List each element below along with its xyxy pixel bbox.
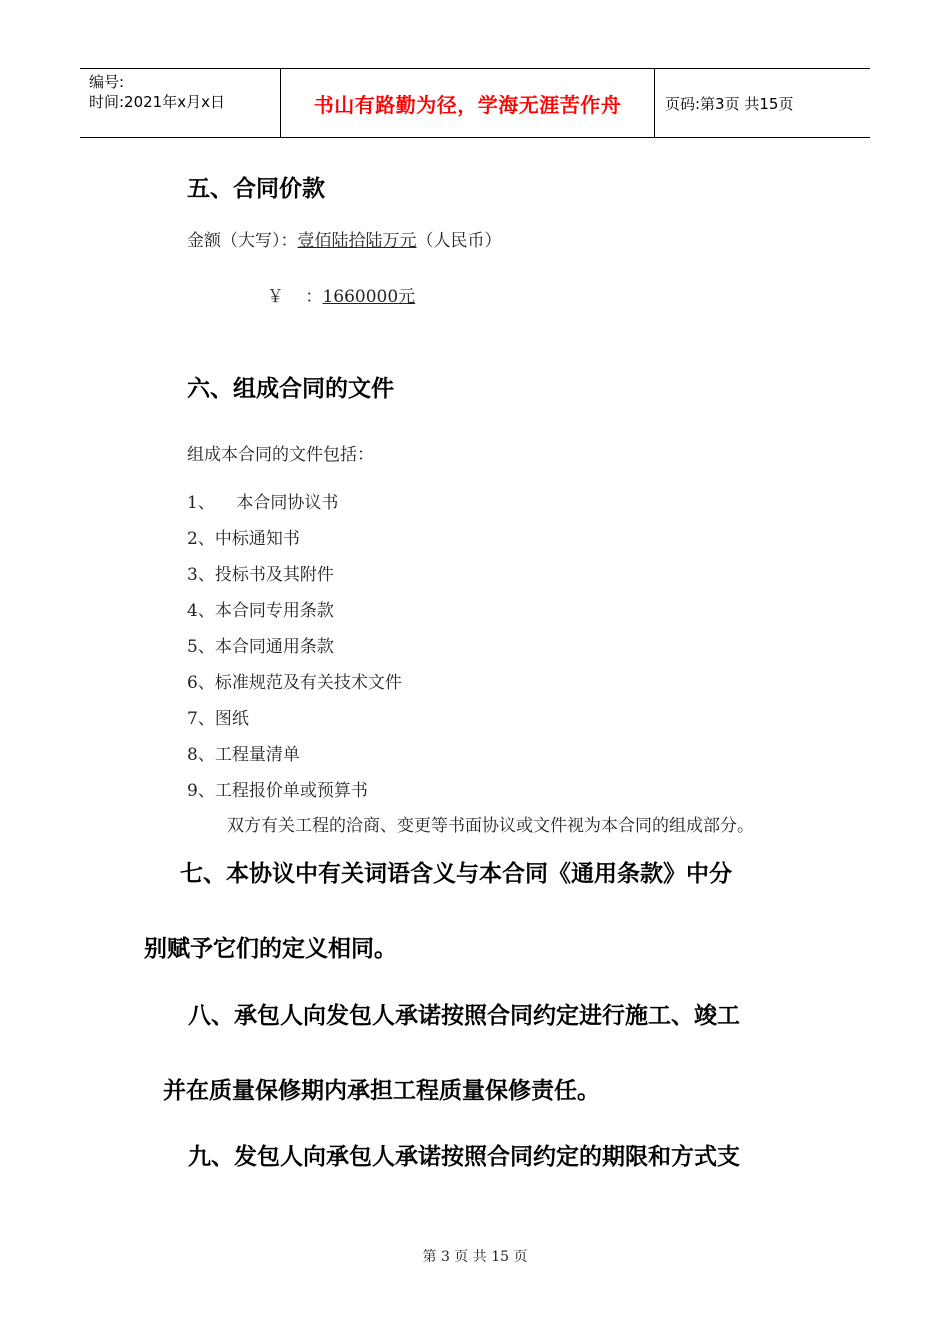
amount-label: 金额（大写）： [187, 231, 298, 251]
list-item: 2、中标通知书 [187, 529, 300, 549]
yen-label: ￥ ： [266, 287, 323, 307]
page-header [80, 68, 870, 138]
amount-number: 1660000 [322, 287, 399, 307]
section6-title: 六、组成合同的文件 [187, 376, 394, 402]
list-item: 9、工程报价单或预算书 [187, 781, 368, 801]
section5-title: 五、合同价款 [187, 176, 325, 202]
doc-time-label: 时间:2021年x月x日 [89, 93, 225, 111]
section6-note: 双方有关工程的洽商、变更等书面协议或文件视为本合同的组成部分。 [227, 816, 754, 836]
list-item: 5、本合同通用条款 [187, 637, 334, 657]
header-meta [80, 69, 281, 137]
section7-line1: 七、本协议中有关词语含义与本合同《通用条款》中分 [180, 861, 732, 887]
amount-upper-line [187, 226, 502, 251]
list-item: 4、本合同专用条款 [187, 601, 334, 621]
list-item: 1、 本合同协议书 [187, 493, 339, 513]
header-motto: 书山有路勤为径，学海无涯苦作舟 [281, 69, 655, 137]
section7-line2: 别赋予它们的定义相同。 [144, 936, 397, 962]
amount-unit: 元 [398, 287, 416, 307]
amount-upper: 壹佰陆拾陆万元 [297, 231, 417, 251]
header-page-info: 页码:第3页 共15页 [665, 94, 794, 113]
section9-line1: 九、发包人向承包人承诺按照合同约定的期限和方式支 [188, 1144, 740, 1170]
list-item: 8、工程量清单 [187, 745, 300, 765]
section6-intro: 组成本合同的文件包括： [187, 445, 374, 465]
list-item: 6、标准规范及有关技术文件 [187, 673, 402, 693]
amount-number-line [256, 262, 415, 307]
doc-number-label: 编号: [89, 73, 125, 91]
page-footer: 第 3 页 共 15 页 [422, 1249, 528, 1265]
list-item: 7、图纸 [187, 709, 249, 729]
section8-line1: 八、承包人向发包人承诺按照合同约定进行施工、竣工 [188, 1003, 740, 1029]
amount-currency: （人民币） [416, 231, 502, 251]
section8-line2: 并在质量保修期内承担工程质量保修责任。 [163, 1078, 600, 1104]
list-item: 3、投标书及其附件 [187, 565, 334, 585]
